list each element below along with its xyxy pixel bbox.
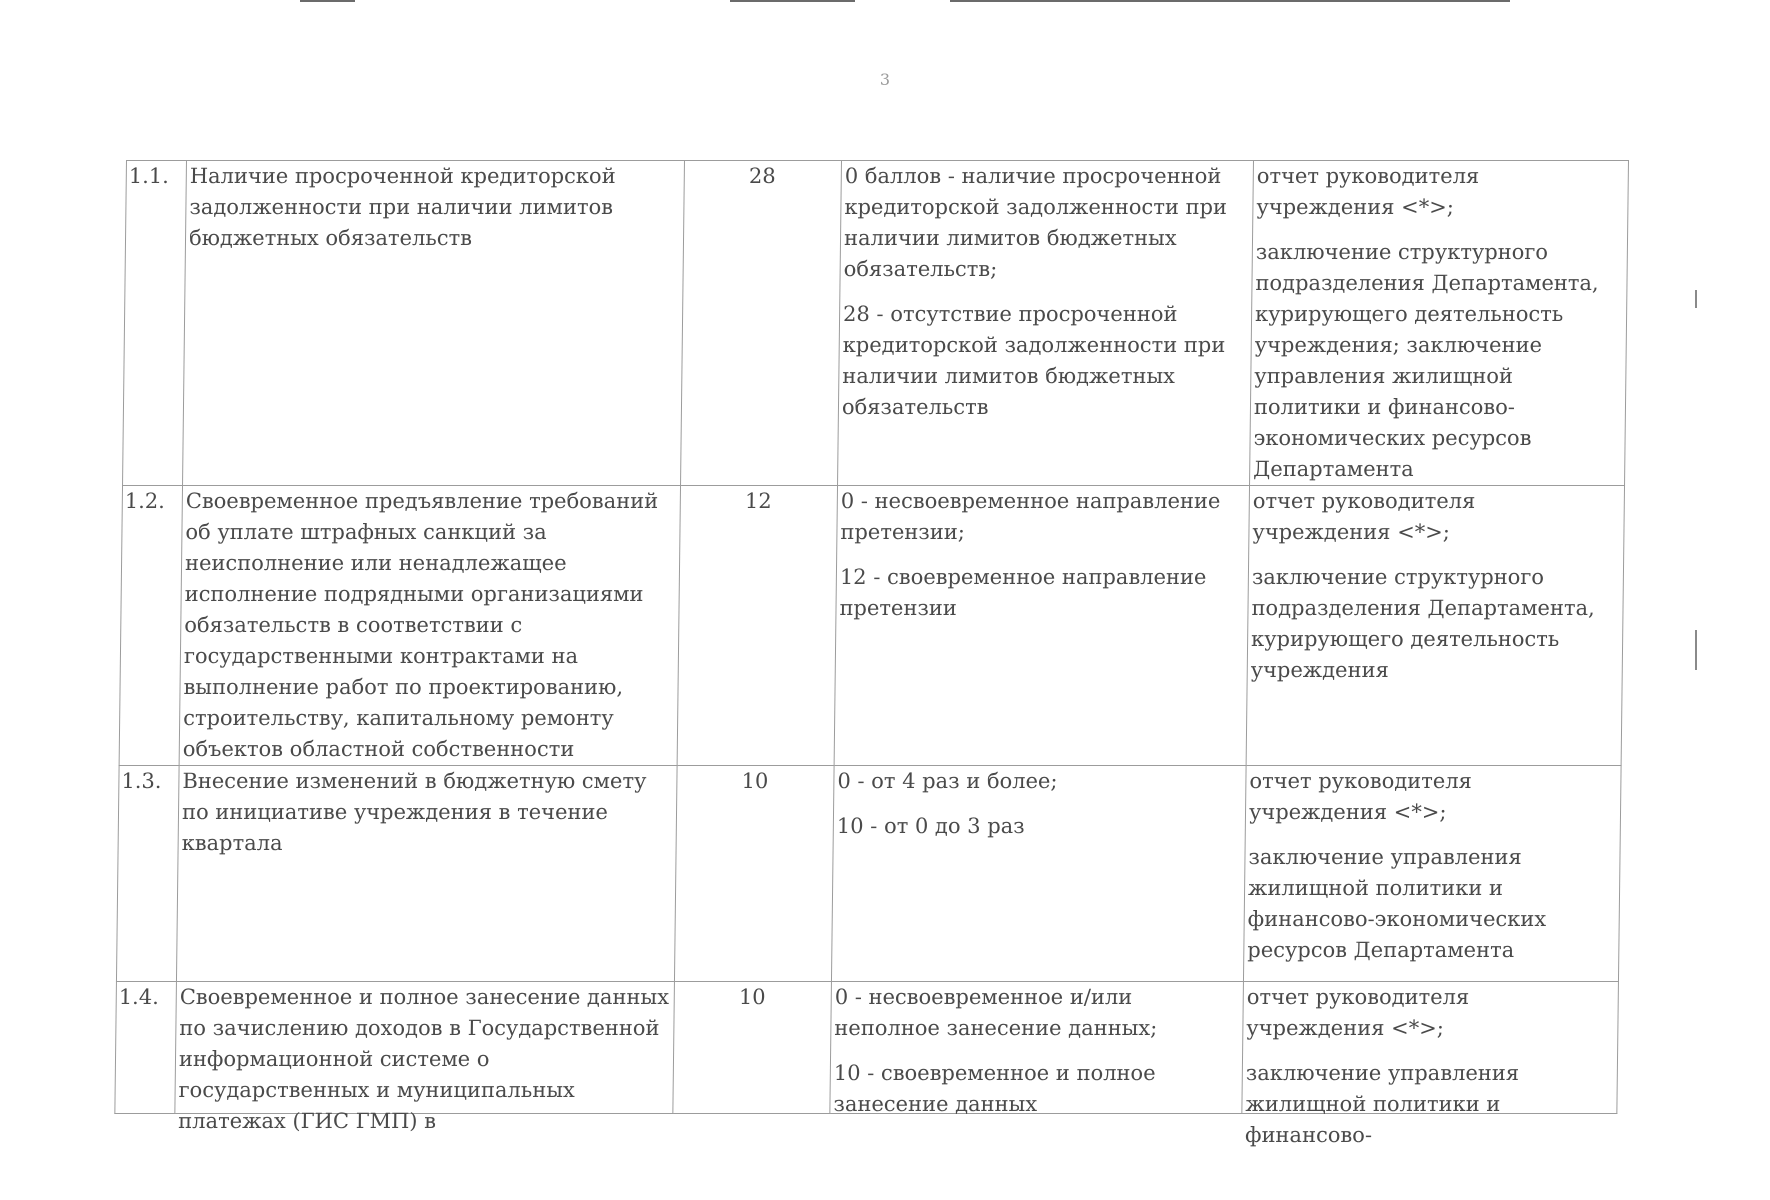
max-score-cell: 12 [677,486,837,766]
source-cell [1242,982,1619,1147]
scale-item: 0 - несвоевременное и/или неполное занесение данных; [834,985,1158,1040]
max-score-cell: 10 [674,766,834,982]
scale-clip [833,982,1239,1116]
scale-item: 12 - своевременное направление претензии [839,565,1207,620]
table-row [123,161,1629,486]
scan-edge-line [300,0,355,2]
criterion-cell [175,982,675,1133]
criterion-cell: Внесение изменений в бюджетную смету по инициативе учреждения в течение квартала [176,766,677,982]
source-item: отчет руководителя учреждения <*>; [1256,164,1480,219]
criterion-cell: Своевременное предъявление требований об уплате штрафных санкций за неисполнение или ненадлежащее исполнение подрядными организациями обязательств в соответствии с государственными контрактами на выполнение работ по проектированию, строительству, капитальному ремонту объектов областной собственности [179,486,680,766]
scale-item: 10 - от 0 до 3 раз [836,814,1025,838]
table-row [119,486,1624,766]
criterion-cell: Наличие просроченной кредиторской задолженности при наличии лимитов бюджетных обязательств [183,161,685,486]
source-cell [1243,766,1621,982]
source-cell [1246,486,1624,766]
table-row [116,766,1621,982]
scan-edge-mark [1695,630,1697,670]
source-item: заключение структурного подразделения Департамента, курирующего деятельность учреждения [1250,565,1595,682]
source-item: отчет руководителя учреждения <*>; [1252,489,1476,544]
row-number: 1.1. [123,161,187,486]
scale-item: 28 - отсутствие просроченной кредиторской задолженности при наличии лимитов бюджетных обязательств [841,302,1226,419]
source-cell [1250,161,1629,486]
criterion-text: Своевременное и полное занесение данных по зачислению доходов в Государственной информационной системе о государственных и муниципальных платежах (ГИС ГМП) в [178,985,670,1133]
max-score-cell: 10 [673,982,832,1114]
scan-edge-line [730,0,855,2]
source-item: отчет руководителя учреждения <*>; [1248,769,1473,824]
scale-cell [830,982,1244,1114]
scale-item: 10 - своевременное и полное занесение данных [833,1061,1156,1116]
scale-cell [831,766,1246,982]
scale-cell [834,486,1249,766]
scan-edge-mark [1695,290,1697,308]
row-number: 1.2. [119,486,182,766]
scale-item: 0 баллов - наличие просроченной кредиторской задолженности при наличии лимитов бюджетных обязательств; [843,164,1228,281]
row-number: 1.3. [116,766,179,982]
row-number: 1.4. [115,982,177,1114]
source-item: отчет руководителя учреждения <*>; [1246,985,1470,1040]
source-item: заключение структурного подразделения Департамента, курирующего деятельность учреждения; заключение управления жилищной политики и финансово-экономических ресурсов Департамента [1253,240,1599,481]
page-number: 3 [879,70,891,89]
scan-edge-line [950,0,1510,2]
source-item: заключение управления жилищной политики и финансово-экономических ресурсов Департамента [1247,845,1547,962]
source-clip [1244,982,1614,1147]
criteria-table [114,160,1629,1147]
scale-item: 0 - от 4 раз и более; [837,769,1058,793]
max-score-cell: 28 [681,161,842,486]
table-row [115,982,1619,1114]
scale-cell [838,161,1254,486]
source-item: заключение управления жилищной политики и финансово- [1244,1061,1520,1147]
scale-item: 0 - несвоевременное направление претензии; [840,489,1221,544]
